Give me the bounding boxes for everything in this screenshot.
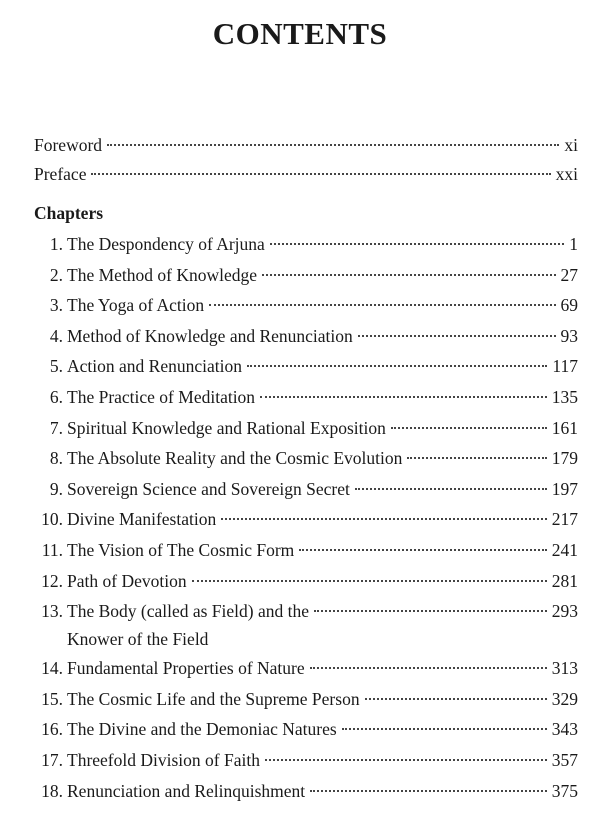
toc-entry-title-continuation: Knower of the Field [67,629,209,650]
toc-entry-preface[interactable] [34,160,578,189]
toc-entry-chapter-17[interactable] [34,746,578,777]
toc-entry-title: Action and Renunciation [67,356,242,377]
toc-entry-title: The Practice of Meditation [67,386,256,407]
toc-entry-title: The Absolute Reality and the Cosmic Evolution [67,448,403,469]
dot-leader [265,759,547,761]
chapter-number: 6. [49,386,63,407]
chapter-number: 5. [49,356,63,377]
toc-entry-page: 179 [551,448,578,469]
toc-entry-chapter-15[interactable] [34,685,578,716]
toc-entry-title: Divine Manifestation [67,509,217,530]
toc-entry-title: Renunciation and Relinquishment [67,780,306,801]
front-matter-list [34,131,578,189]
toc-entry-page: 197 [551,478,578,499]
dot-leader [314,610,547,612]
dot-leader [247,365,547,367]
toc-entry-title: Method of Knowledge and Renunciation [67,325,353,346]
toc-entry-chapter-5[interactable] [34,352,578,383]
dot-leader [310,790,547,792]
toc-entry-chapter-13[interactable] [34,597,578,654]
toc-entry-title: Sovereign Science and Sovereign Secret [67,478,350,499]
toc-entry-page: 293 [551,601,578,622]
chapter-number: 15. [41,688,63,709]
toc-entry-page: 357 [551,749,578,770]
dot-leader [221,518,547,520]
dot-leader [260,396,547,398]
dot-leader [342,728,547,730]
toc-entry-chapter-4[interactable] [34,322,578,353]
toc-entry-chapter-10[interactable] [34,505,578,536]
dot-leader [107,144,559,146]
toc-entry-chapter-11[interactable] [34,536,578,567]
chapter-number: 1. [49,234,63,254]
toc-entry-page: 343 [551,719,578,740]
dot-leader [365,698,547,700]
toc-entry-chapter-3[interactable] [34,291,578,322]
toc-entry-page: 93 [560,325,578,346]
toc-entry-page: xxi [555,164,578,184]
toc-entry-chapter-12[interactable] [34,567,578,598]
toc-entry-title: Threefold Division of Faith [67,749,260,770]
toc-entry-page: 1 [569,234,578,254]
chapter-number: 8. [49,448,63,469]
toc-entry-chapter-7[interactable] [34,414,578,445]
chapter-number: 16. [41,719,63,740]
toc-entry-title: The Divine and the Demoniac Natures [67,719,337,740]
toc-entry-page: 375 [551,780,578,801]
chapter-number: 18. [41,780,63,801]
dot-leader [355,488,547,490]
chapter-number: 9. [49,478,63,499]
dot-leader [358,335,556,337]
toc-entry-chapter-1[interactable] [34,230,578,261]
toc-entry-page: 241 [551,539,578,560]
toc-entry-page: 217 [551,509,578,530]
dot-leader [391,427,547,429]
toc-entry-title: The Method of Knowledge [67,264,258,285]
toc-entry-chapter-16[interactable] [34,715,578,746]
toc-entry-title: Spiritual Knowledge and Rational Exposition [67,417,386,438]
toc-entry-title: The Body (called as Field) and the [67,601,310,622]
chapter-number: 12. [41,570,63,591]
dot-leader [270,243,564,245]
chapter-number: 13. [41,601,63,622]
toc-entry-title: Foreword [34,135,103,155]
toc-entry-title: Path of Devotion [67,570,187,591]
dot-leader [310,667,547,669]
toc-entry-page: xi [564,135,578,155]
chapter-number: 14. [41,658,63,679]
toc-entry-title: The Cosmic Life and the Supreme Person [67,688,360,709]
toc-entry-page: 135 [551,386,578,407]
toc-entry-title: The Despondency of Arjuna [67,234,265,254]
toc-entry-page: 69 [560,295,578,316]
dot-leader [407,457,546,459]
toc-entry-page: 313 [551,658,578,679]
page-title: CONTENTS [212,16,388,51]
dot-leader [209,304,555,306]
toc-entry-chapter-14[interactable] [34,654,578,685]
toc-entry-page: 117 [552,356,578,377]
chapter-number: 10. [41,509,63,530]
dot-leader [299,549,546,551]
dot-leader [192,580,547,582]
chapter-number: 4. [49,325,63,346]
chapters-heading: Chapters [34,203,104,223]
toc-entry-title: Fundamental Properties of Nature [67,658,305,679]
toc-entry-title: The Vision of The Cosmic Form [67,539,295,560]
toc-entry-chapter-2[interactable] [34,261,578,292]
toc-entry-page: 27 [560,264,578,285]
toc-entry-chapter-6[interactable] [34,383,578,414]
dot-leader [91,173,550,175]
chapter-number: 11. [41,539,63,560]
chapter-number: 2. [49,264,63,285]
dot-leader [262,274,555,276]
toc-entry-page: 161 [551,417,578,438]
chapter-number: 7. [49,417,63,438]
chapter-number: 17. [41,749,63,770]
chapters-list [34,230,578,807]
toc-entry-foreword[interactable] [34,131,578,160]
toc-entry-chapter-9[interactable] [34,475,578,506]
toc-entry-chapter-18[interactable] [34,777,578,808]
toc-entry-chapter-8[interactable] [34,444,578,475]
toc-entry-page: 329 [551,688,578,709]
toc-entry-title: The Yoga of Action [67,295,205,316]
chapter-number: 3. [49,295,63,316]
toc-entry-title: Preface [34,164,87,184]
toc-entry-page: 281 [551,570,578,591]
